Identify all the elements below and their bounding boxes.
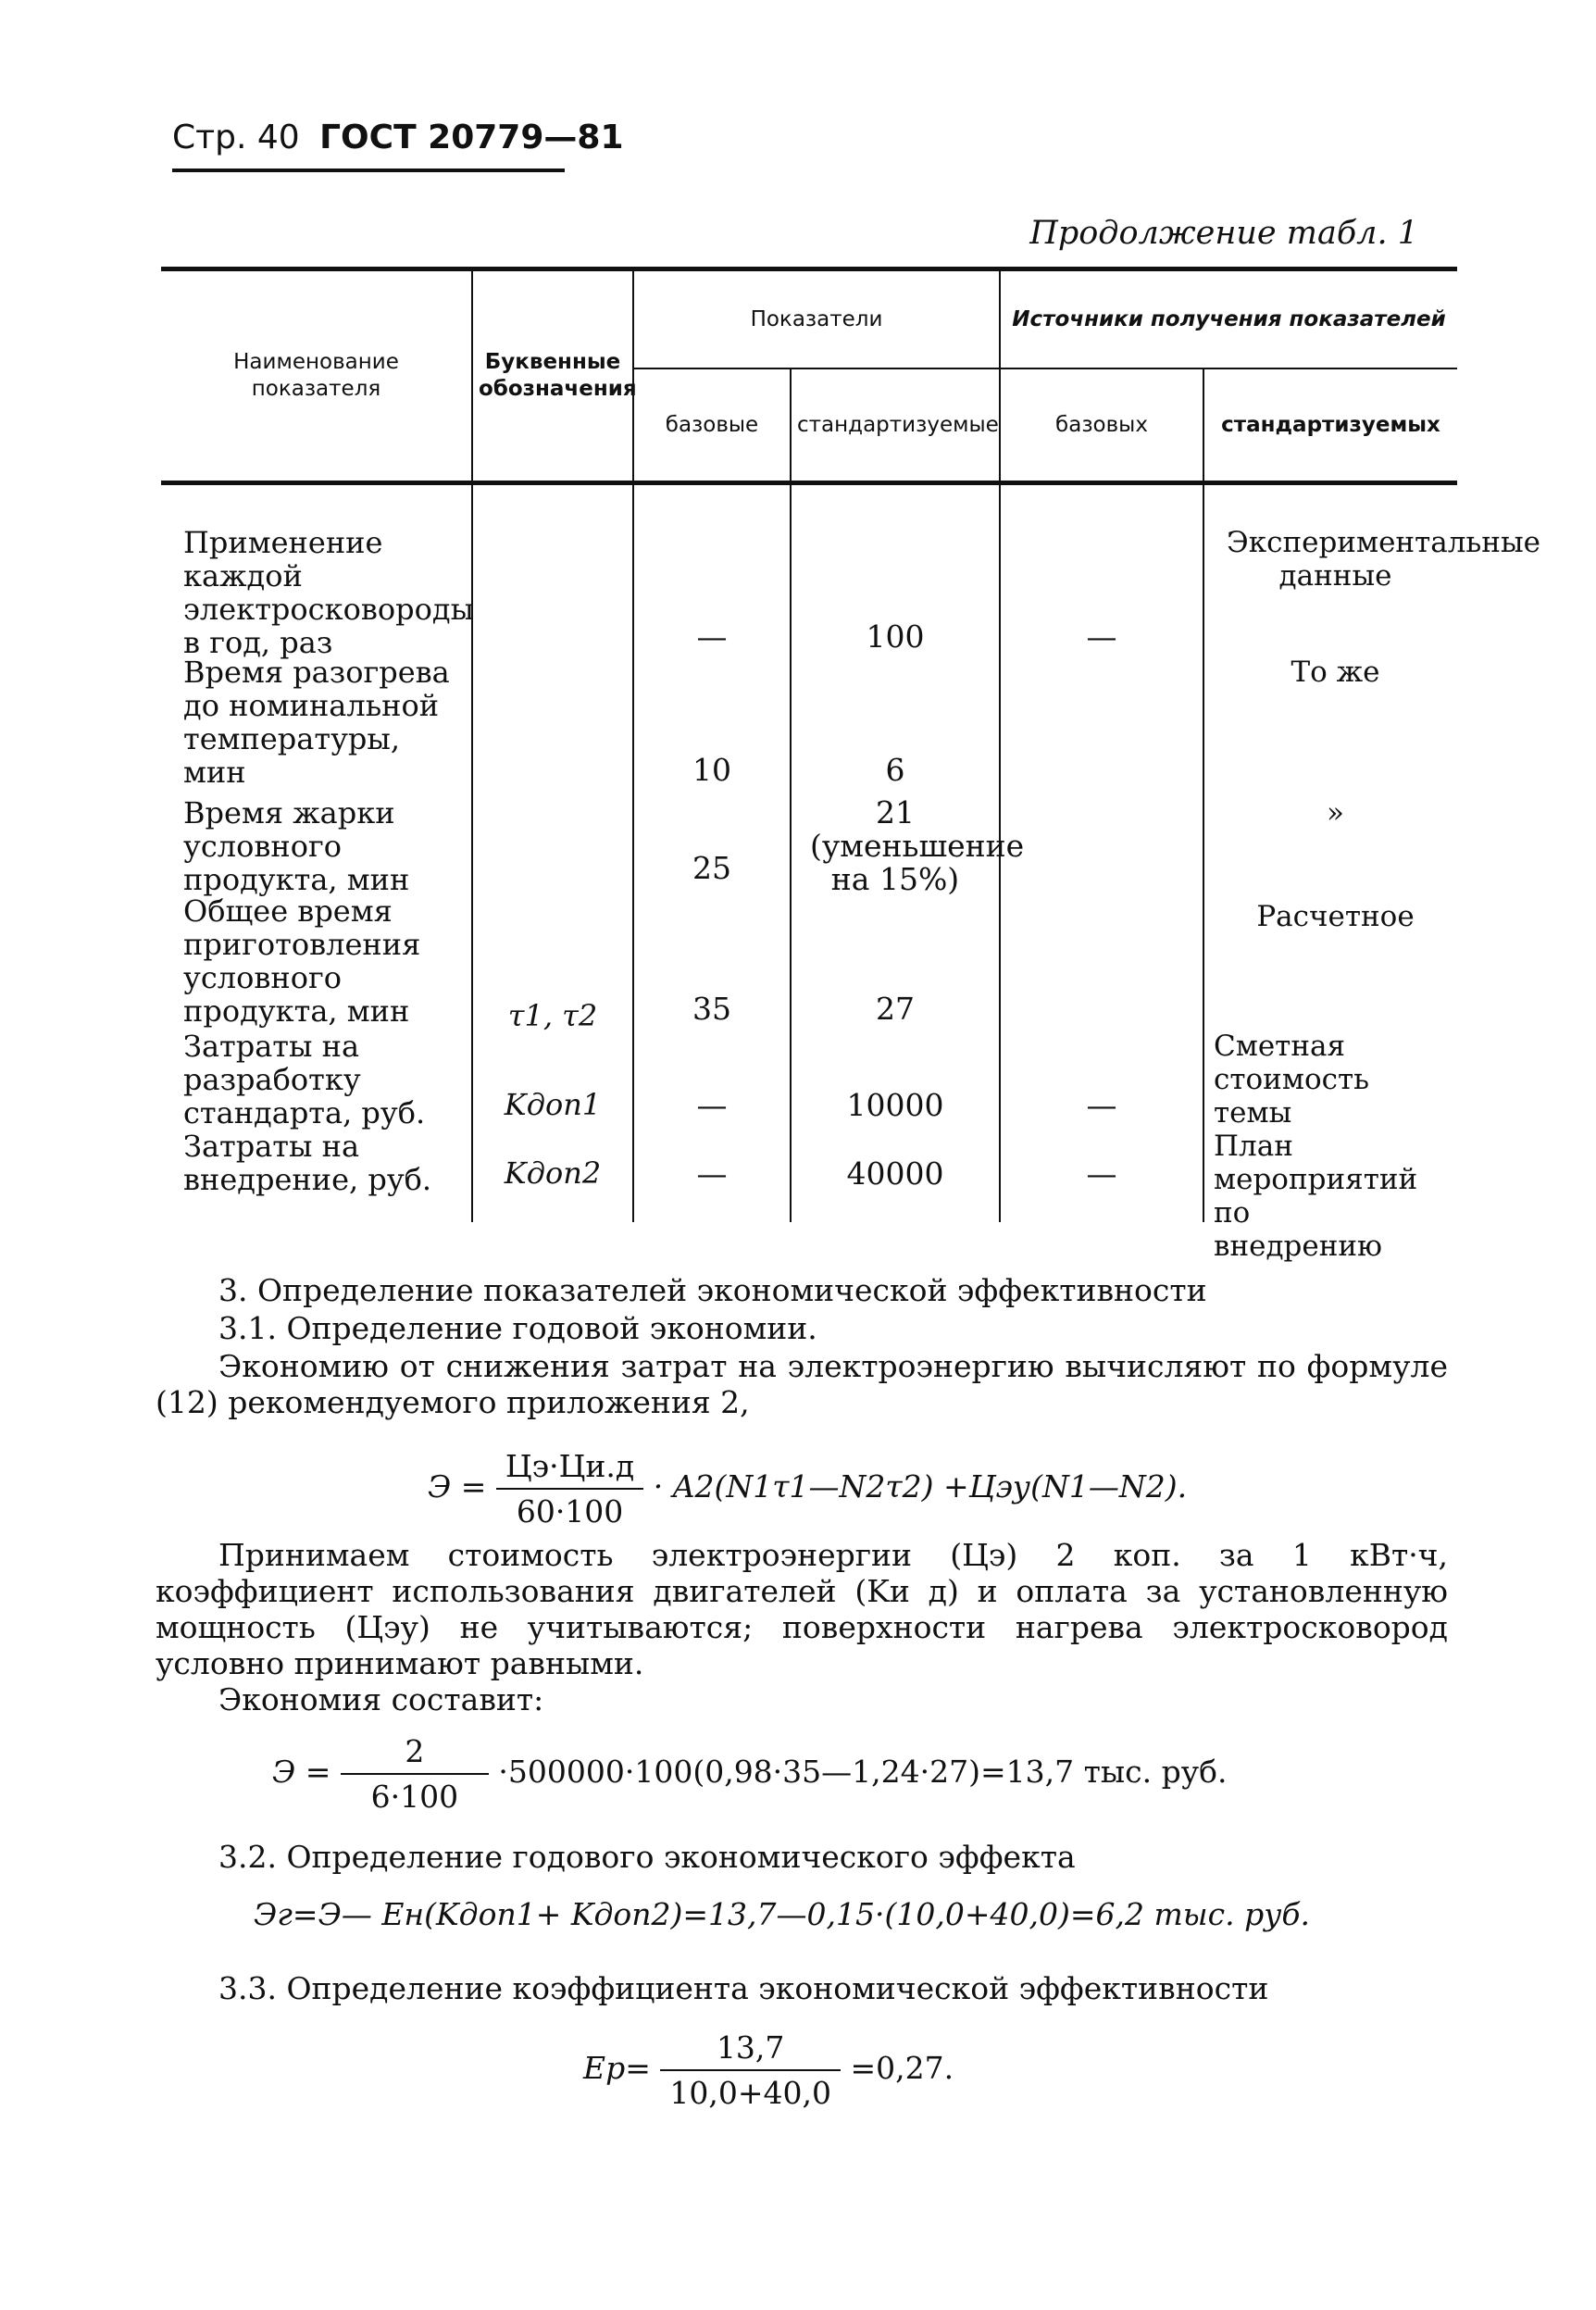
formula-economy-value xyxy=(272,1733,1228,1815)
row-source-standardized: Экспериментальные данные xyxy=(1227,526,1540,593)
row-name: Затраты на разработку стандарта, руб. xyxy=(183,1029,426,1130)
formula-lhs: Э = xyxy=(272,1754,331,1790)
fraction-denominator: 10,0+40,0 xyxy=(669,2075,831,2111)
header-standardized: стандартизуемые xyxy=(791,368,1000,483)
row-base: 10 xyxy=(692,752,731,788)
row-name: Применение каждой электросковороды в год, раз xyxy=(183,525,475,660)
row-name: Затраты на внедрение, руб. xyxy=(183,1129,432,1197)
header-sources-standardized: стандартизуемых xyxy=(1203,368,1457,483)
row-source-base: — xyxy=(1086,618,1117,655)
formula-lhs: Э = xyxy=(428,1468,487,1505)
table-continuation-caption: Продолжение табл. 1 xyxy=(1029,215,1418,252)
row-standardized: 100 xyxy=(866,618,925,655)
formula-rhs: · A2(N1τ1—N2τ2) +Цэу(N1—N2). xyxy=(653,1468,1188,1505)
formula-annual-effect: Эг=Э— Eн(Kдоп1+ Kдоп2)=13,7—0,15·(10,0+40,0)=6,2 тыс. руб. xyxy=(254,1896,1310,1932)
section-heading-3-1: 3.1. Определение годовой экономии. xyxy=(218,1310,817,1346)
row-symbol: Kдоп1 xyxy=(504,1087,602,1122)
fraction-numerator: 2 xyxy=(341,1733,489,1775)
header-indicators: Показатели xyxy=(633,269,1000,369)
header-sources: Источники получения показателей xyxy=(1000,269,1457,369)
header-rule xyxy=(172,169,565,172)
row-source-base: — xyxy=(1086,1155,1117,1192)
fraction-numerator: 13,7 xyxy=(660,2029,841,2071)
row-base: 35 xyxy=(692,991,731,1027)
paragraph-economy-result-intro: Экономия составит: xyxy=(218,1681,544,1717)
row-source-standardized: Расчетное xyxy=(1256,900,1415,933)
formula-energy-saving xyxy=(428,1448,1187,1530)
page-header xyxy=(172,119,624,156)
section-heading-3: 3. Определение показателей экономической эффективности xyxy=(218,1272,1207,1308)
fraction-denominator: 60·100 xyxy=(516,1493,624,1530)
header-name: Наименование показателя xyxy=(161,269,472,483)
section-heading-3-3: 3.3. Определение коэффициента экономической эффективности xyxy=(218,1970,1269,2006)
formula-efficiency-coefficient xyxy=(583,2029,954,2111)
row-source-standardized: То же xyxy=(1291,656,1380,689)
formula-rhs: ·500000·100(0,98·35—1,24·27)=13,7 тыс. руб. xyxy=(498,1754,1228,1790)
fraction-numerator: Цэ·Ци.д xyxy=(496,1448,643,1490)
row-standardized: 40000 xyxy=(846,1155,944,1192)
row-source-standardized: Сметная стоимость темы xyxy=(1214,1030,1370,1130)
row-standardized: 21 (уменьшение на 15%) xyxy=(810,794,1025,897)
row-standardized: 6 xyxy=(885,752,905,788)
row-source-base: — xyxy=(1086,1087,1117,1123)
row-source-standardized: » xyxy=(1327,796,1344,830)
row-symbol: τ1, τ2 xyxy=(507,998,598,1033)
row-standardized: 27 xyxy=(876,991,915,1027)
row-standardized: 10000 xyxy=(846,1087,944,1123)
row-name: Время жарки условного продукта, мин xyxy=(183,795,410,897)
row-source-standardized: План мероприятий по внедрению xyxy=(1214,1130,1418,1263)
gost-number: ГОСТ 20779—81 xyxy=(319,119,624,156)
paragraph-economy-formula-intro: Экономию от снижения затрат на электроэнергию вычисляют по формуле (12) рекомендуемого приложения 2, xyxy=(156,1348,1448,1420)
row-base: 25 xyxy=(692,850,731,886)
page-number: Стр. 40 xyxy=(172,119,300,156)
fraction-denominator: 6·100 xyxy=(370,1779,459,1815)
formula-lhs: Eр= xyxy=(583,2050,651,2086)
header-symbol: Буквенные обозначения xyxy=(472,269,633,483)
table-row xyxy=(161,483,1457,1223)
formula-fraction xyxy=(496,1448,643,1530)
section-heading-3-2: 3.2. Определение годового экономического эффекта xyxy=(218,1839,1076,1875)
header-sources-base: базовых xyxy=(1000,368,1203,483)
formula-rhs: =0,27. xyxy=(850,2050,954,2086)
row-name: Время разогрева до номинальной температуры, мин xyxy=(183,655,450,790)
row-symbol: Kдоп2 xyxy=(504,1155,602,1191)
paragraph-assumptions: Принимаем стоимость электроэнергии (Цэ) 2 коп. за 1 кВт·ч, коэффициент использования двигателей (Kи д) и оплата за установленную мощность (Цэу) не учитываются; поверхности нагрева электросковород условно принимают равными. xyxy=(156,1537,1448,1681)
header-base: базовые xyxy=(633,368,791,483)
indicators-table xyxy=(161,267,1540,1263)
formula-fraction xyxy=(341,1733,489,1815)
row-base: — xyxy=(696,1087,728,1123)
formula-fraction xyxy=(660,2029,841,2111)
row-base: — xyxy=(696,618,728,655)
row-base: — xyxy=(696,1155,728,1192)
row-name: Общее время приготовления условного продукта, мин xyxy=(183,893,421,1029)
